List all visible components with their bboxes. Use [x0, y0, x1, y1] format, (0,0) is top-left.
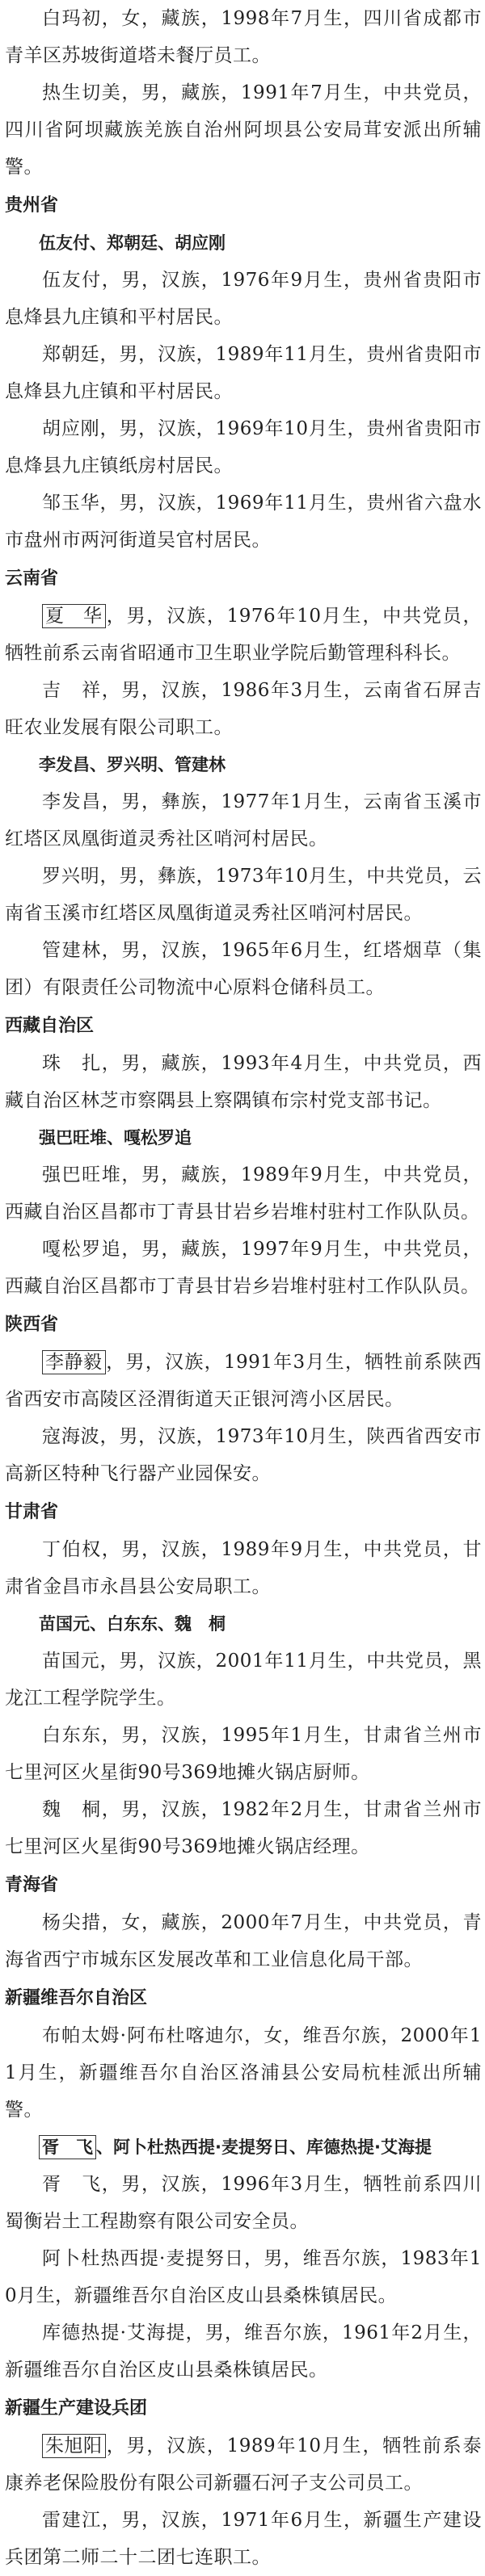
person-entry — [5, 74, 482, 186]
person-description: ，男，汉族，1969年11月生，贵州省六盘水市盘州市两河街道吴官村居民。 — [5, 493, 482, 551]
person-entry — [5, 336, 482, 410]
person-entry — [5, 1156, 482, 1231]
person-name: 苗国元 — [42, 1651, 100, 1672]
person-entry — [5, 1045, 482, 1119]
person-name: 雷建江 — [42, 2510, 102, 2531]
person-name: 吉 祥 — [42, 680, 102, 701]
group-title-text: 、阿卜杜热西提·麦提努日、库德热提·艾海提 — [96, 2138, 432, 2157]
person-entry — [5, 1717, 482, 1791]
person-description: ，男，汉族，2001年11月生，中共党员，黑龙江工程学院学生。 — [5, 1651, 482, 1709]
person-name: 李发昌 — [42, 791, 102, 812]
person-entry — [5, 2166, 482, 2240]
province-heading: 新疆生产建设兵团 — [5, 2398, 148, 2419]
person-description: ，男，藏族，1993年4月生，中共党员，西藏自治区林芝市察隅县上察隅镇布宗村党支部书记。 — [5, 1053, 483, 1111]
group-title — [5, 746, 482, 783]
province-heading: 青海省 — [5, 1875, 59, 1895]
person-name: 库德热提·艾海提 — [42, 2322, 186, 2343]
person-name: 丁伯权 — [42, 1539, 102, 1560]
person-entry — [5, 1418, 482, 1492]
person-description: ，男，汉族，1976年9月生，贵州省贵阳市息烽县九庄镇和平村居民。 — [5, 270, 483, 328]
person-name-boxed: 李静毅 — [42, 1350, 106, 1374]
person-description: ，男，汉族，1989年11月生，贵州省贵阳市息烽县九庄镇和平村居民。 — [5, 344, 482, 402]
person-description: ，男，藏族，1991年7月生，中共党员，四川省阿坝藏族羌族自治州阿坝县公安局茸安派出所辅警。 — [5, 82, 483, 178]
person-description: ，男，汉族，1982年2月生，甘肃省兰州市七里河区火星街90号369地摊火锅店经理。 — [5, 1799, 483, 1857]
person-name: 寇海波 — [42, 1426, 100, 1447]
group-title — [5, 2129, 482, 2166]
person-description: ，男，汉族，1965年6月生，红塔烟草（集团）有限责任公司物流中心原料仓储科员工。 — [5, 940, 483, 998]
person-name: 邹玉华 — [42, 493, 100, 514]
person-entry — [5, 1531, 482, 1605]
person-name: 强巴旺堆 — [42, 1164, 122, 1185]
person-name: 杨尖措 — [42, 1912, 102, 1933]
province-heading: 新疆维吾尔自治区 — [5, 1988, 148, 2008]
person-entry — [5, 1643, 482, 1717]
person-name: 白玛初 — [42, 8, 102, 29]
province-heading: 陕西省 — [5, 1315, 59, 1335]
person-entry — [5, 485, 482, 559]
person-entry — [5, 2240, 482, 2314]
person-name-boxed: 夏 华 — [42, 604, 106, 628]
person-entry — [5, 1791, 482, 1865]
person-name: 胥 飞 — [42, 2174, 102, 2195]
group-title — [5, 1605, 482, 1643]
person-name: 阿卜杜热西提·麦提努日 — [42, 2248, 245, 2269]
person-entry — [5, 2017, 482, 2129]
group-title-text: 李发昌、罗兴明、管建林 — [39, 755, 226, 774]
person-entry — [5, 262, 482, 336]
person-description: ，女，藏族，2000年7月生，中共党员，青海省西宁市城东区发展改革和工业信息化局干部。 — [5, 1912, 483, 1970]
group-title — [5, 224, 482, 262]
person-description: ，男，藏族，1989年9月生，中共党员，西藏自治区昌都市丁青县甘岩乡岩堆村驻村工作队队员。 — [5, 1164, 483, 1223]
person-entry — [5, 1344, 482, 1418]
person-name: 管建林 — [42, 940, 102, 961]
person-description: ，男，维吾尔族，1961年2月生，新疆维吾尔自治区皮山县桑株镇居民。 — [5, 2322, 482, 2381]
person-description: ，女，藏族，1998年7月生，四川省成都市青羊区苏坡街道塔未餐厅员工。 — [5, 8, 483, 66]
person-name: 嘎松罗追 — [42, 1239, 122, 1260]
person-description: ，男，彝族，1977年1月生，云南省玉溪市红塔区凤凰街道灵秀社区哨河村居民。 — [5, 791, 483, 850]
group-title — [5, 1119, 482, 1156]
person-description: ，男，汉族，1989年10月生，牺牲前系泰康养老保险股份有限公司新疆石河子支公司员工。 — [5, 2435, 482, 2494]
person-entry — [5, 2427, 482, 2502]
person-entry — [5, 858, 482, 932]
person-description: ，女，维吾尔族，2000年11月生，新疆维吾尔自治区洛浦县公安局杭桂派出所辅警。 — [5, 2025, 482, 2121]
person-entry — [5, 932, 482, 1006]
person-name: 珠 扎 — [42, 1053, 102, 1074]
person-description: ，男，汉族，1996年3月生，牺牲前系四川蜀衡岩土工程勘察有限公司安全员。 — [5, 2174, 483, 2232]
person-entry — [5, 2502, 482, 2576]
person-description: ，男，汉族，1991年3月生，牺牲前系陕西省西安市高陵区泾渭街道天正银河湾小区居民。 — [5, 1352, 482, 1410]
person-entry — [5, 672, 482, 746]
person-description: ，男，汉族，1989年9月生，中共党员，甘肃省金昌市永昌县公安局职工。 — [5, 1539, 483, 1597]
person-name: 白东东 — [42, 1725, 102, 1746]
group-title-text: 伍友付、郑朝廷、胡应刚 — [39, 233, 226, 253]
person-description: ，男，维吾尔族，1983年10月生，新疆维吾尔自治区皮山县桑株镇居民。 — [5, 2248, 482, 2306]
group-title-text: 强巴旺堆、嘎松罗追 — [39, 1128, 192, 1147]
person-name: 伍友付 — [42, 270, 102, 291]
person-entry — [5, 1904, 482, 1978]
person-description: ，男，汉族，1995年1月生，甘肃省兰州市七里河区火星街90号369地摊火锅店厨师。 — [5, 1725, 483, 1783]
person-description: ，男，汉族，1969年10月生，贵州省贵阳市息烽县九庄镇纸房村居民。 — [5, 418, 482, 476]
person-name: 布帕太姆·阿布杜喀迪尔 — [42, 2025, 245, 2046]
province-heading: 西藏自治区 — [5, 1016, 95, 1036]
person-name: 郑朝廷 — [42, 344, 100, 365]
person-description: ，男，汉族，1973年10月生，陕西省西安市高新区特种飞行器产业园保安。 — [5, 1426, 482, 1484]
person-description: ，男，汉族，1976年10月生，中共党员，牺牲前系云南省昭通市卫生职业学院后勤管理科科长。 — [5, 606, 482, 664]
group-title-boxed-name: 胥 飞 — [39, 2135, 96, 2159]
person-name-boxed: 朱旭阳 — [42, 2434, 106, 2458]
person-description: ，男，汉族，1986年3月生，云南省石屏吉旺农业发展有限公司职工。 — [5, 680, 483, 738]
person-entry — [5, 2314, 482, 2389]
person-description: ，男，藏族，1997年9月生，中共党员，西藏自治区昌都市丁青县甘岩乡岩堆村驻村工作队队员。 — [5, 1239, 483, 1297]
person-name: 魏 桐 — [42, 1799, 102, 1820]
group-title-text: 苗国元、白东东、魏 桐 — [39, 1614, 226, 1634]
person-entry — [5, 783, 482, 858]
person-name: 罗兴明 — [42, 866, 100, 887]
person-entry — [5, 410, 482, 485]
person-entry — [5, 1231, 482, 1305]
person-name: 热生切美 — [42, 82, 122, 103]
person-entry — [5, 598, 482, 672]
person-name: 胡应刚 — [42, 418, 100, 439]
person-entry — [5, 0, 482, 74]
province-heading: 甘肃省 — [5, 1502, 59, 1522]
person-description: ，男，彝族，1973年10月生，中共党员，云南省玉溪市红塔区凤凰街道灵秀社区哨河村居民。 — [5, 866, 482, 924]
province-heading: 贵州省 — [5, 195, 59, 216]
province-heading: 云南省 — [5, 568, 59, 589]
person-description: ，男，汉族，1971年6月生，新疆生产建设兵团第二师二十二团七连职工。 — [5, 2510, 483, 2568]
